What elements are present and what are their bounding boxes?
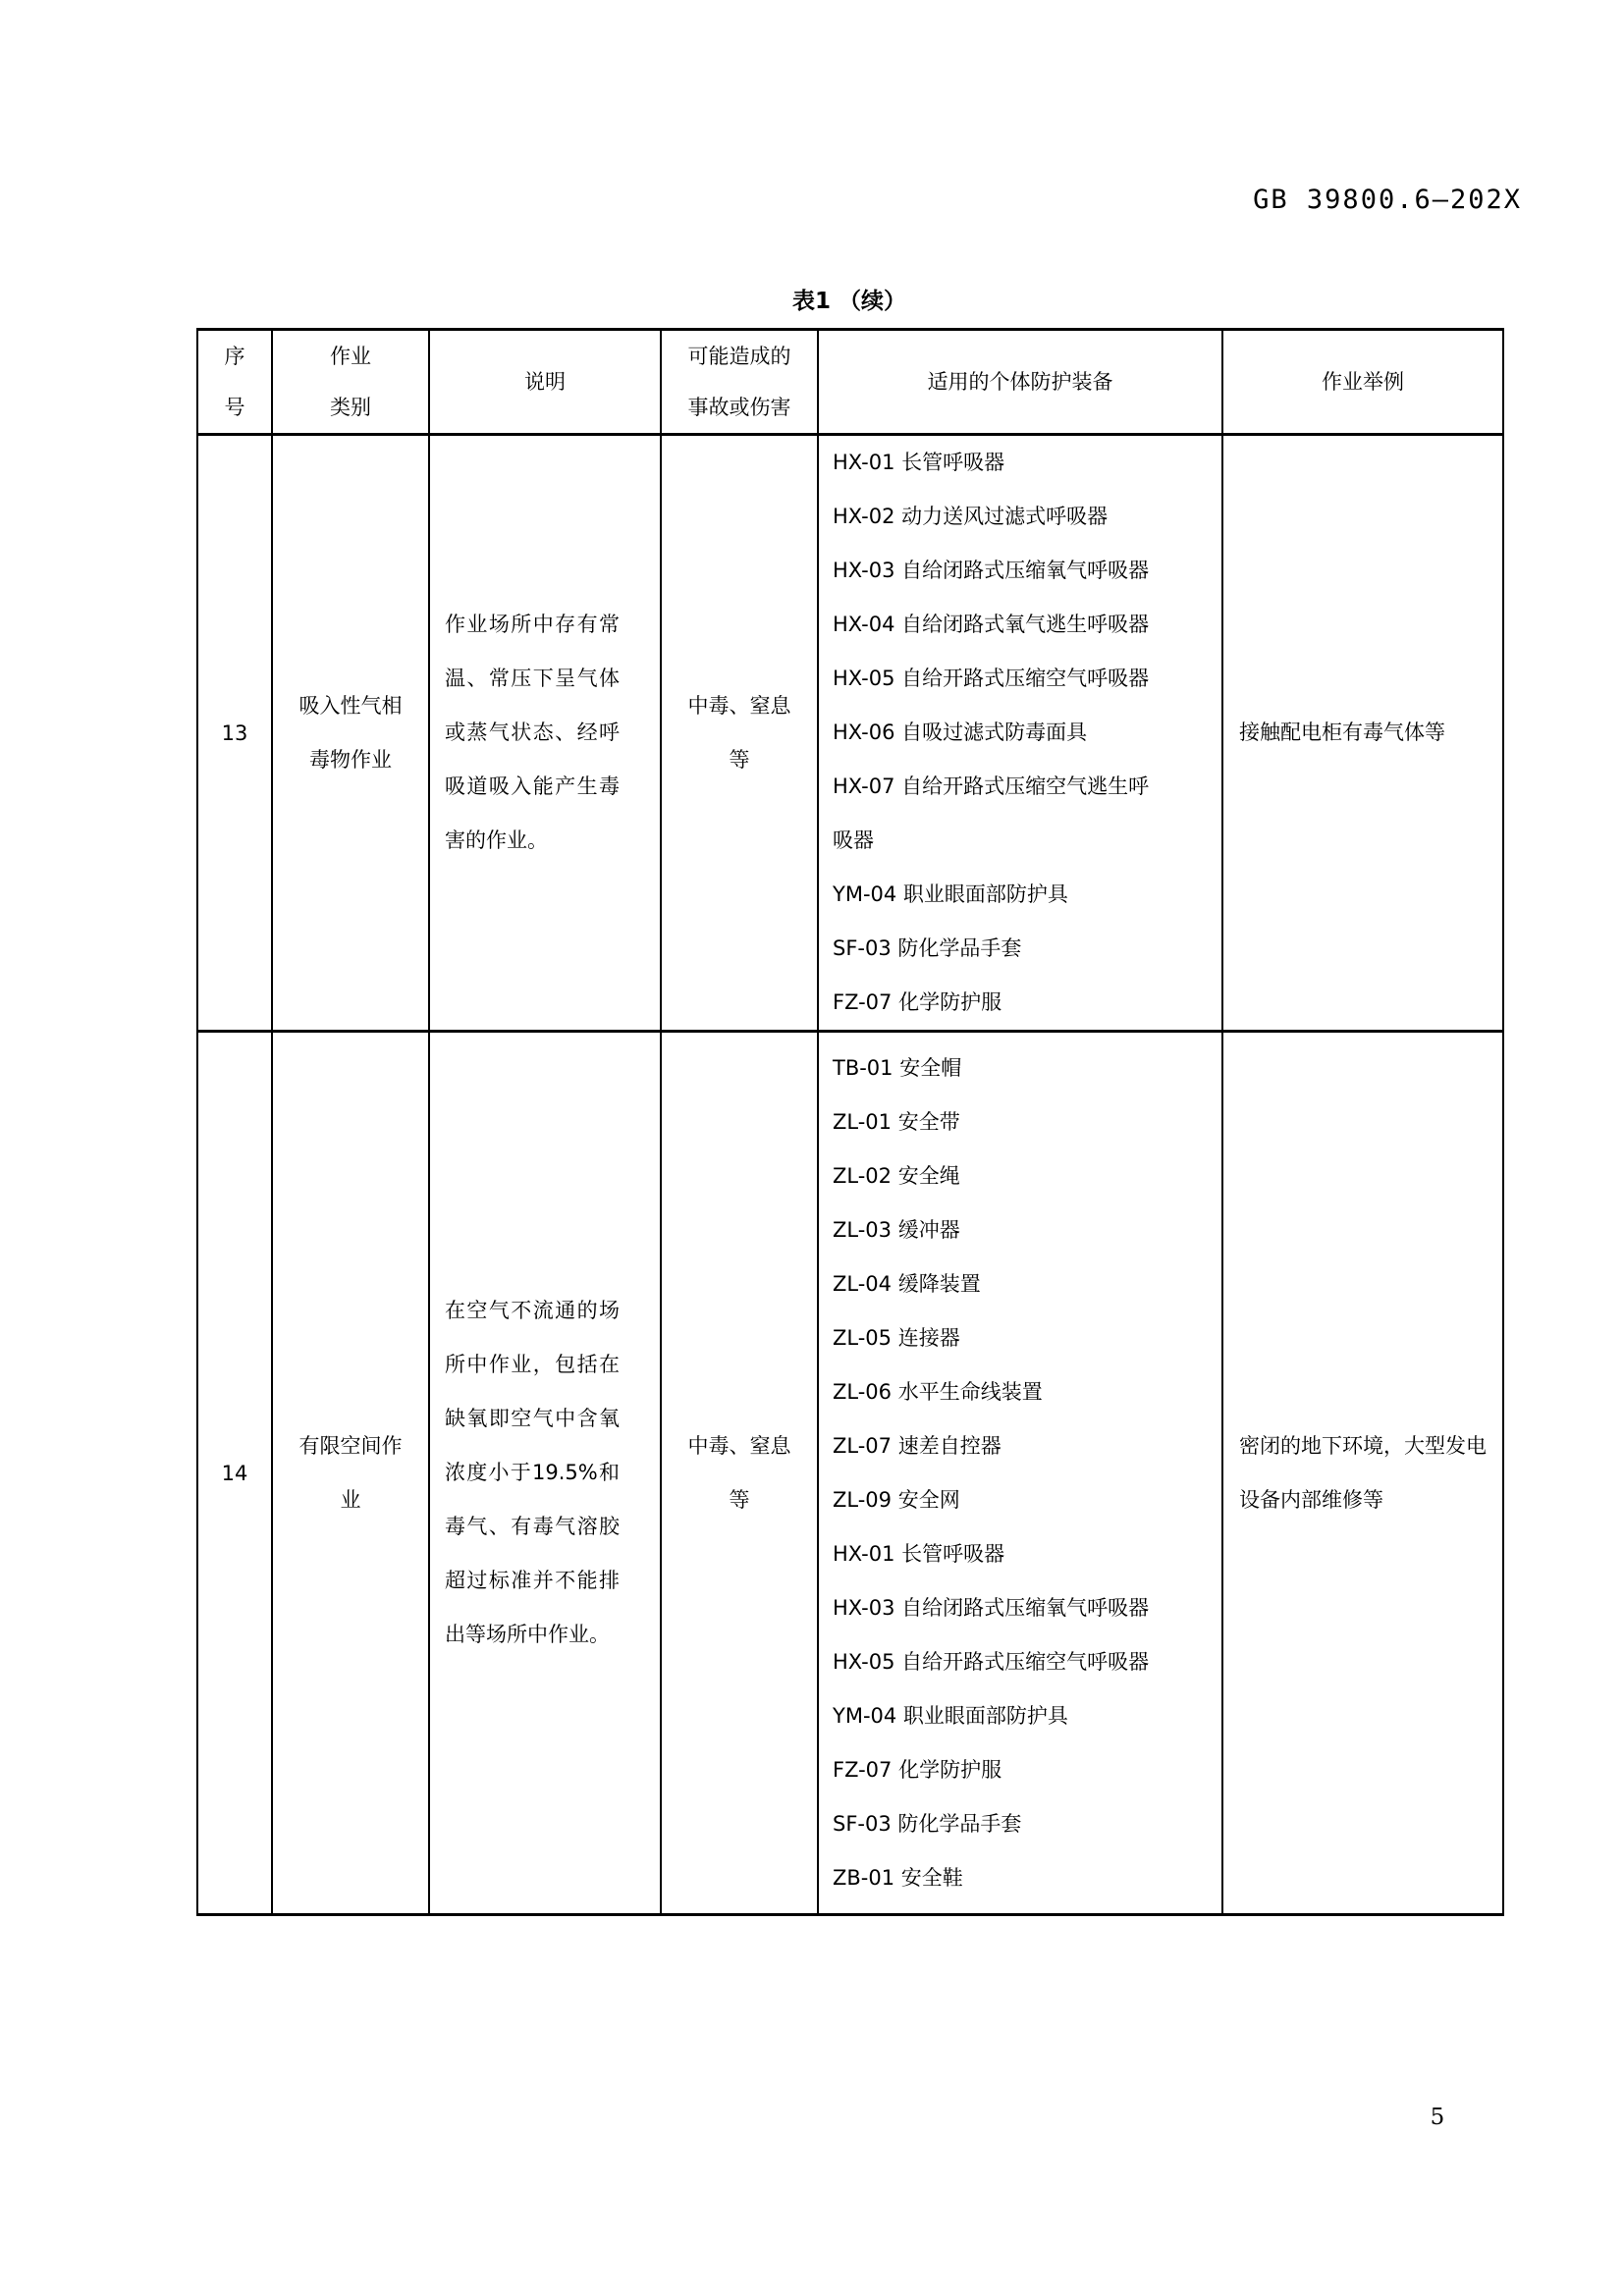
header-hazard-line1: 可能造成的 <box>687 345 791 368</box>
ppe-list-13 <box>833 436 1157 1030</box>
header-category-line1: 作业 <box>330 345 371 368</box>
cell-ppe-13 <box>818 435 1222 1032</box>
ppe-item: ZL-01 安全带 <box>833 1109 960 1134</box>
page-number: 5 <box>1430 2105 1445 2130</box>
ppe-item: ZL-04 缓降装置 <box>833 1271 981 1296</box>
cell-examples-14 <box>1222 1032 1503 1915</box>
continuation-table <box>196 328 1504 1916</box>
header-no-line2: 号 <box>224 396 245 419</box>
cell-no-13: 13 <box>197 435 272 1032</box>
table-title: 表1 （续） <box>791 289 906 314</box>
examples-text-13: 接触配电柜有毒气体等 <box>1239 721 1445 744</box>
header-examples: 作业举例 <box>1222 330 1503 435</box>
ppe-item: HX-03 自给闭路式压缩氧气呼吸器 <box>833 559 1150 582</box>
doc-number: GB 39800.6—202X <box>1253 185 1522 215</box>
ppe-item: FZ-07 化学防护服 <box>833 1757 1002 1782</box>
header-description: 说明 <box>429 330 661 435</box>
cell-description-14 <box>429 1032 661 1915</box>
examples-text-14: 密闭的地下环境，大型发电设备内部维修等 <box>1239 1433 1487 1512</box>
ppe-item: HX-07 自给开路式压缩空气逃生呼吸器 <box>833 774 1150 852</box>
header-hazard <box>661 330 818 435</box>
table-header-row <box>197 330 1503 435</box>
category-text-14: 有限空间作业 <box>298 1433 403 1512</box>
ppe-item: HX-02 动力送风过滤式呼吸器 <box>833 505 1109 528</box>
header-no-line1: 序 <box>224 345 245 368</box>
table-row-14 <box>197 1032 1503 1915</box>
header-category <box>272 330 429 435</box>
header-category-line2: 类别 <box>330 396 371 419</box>
cell-description-13 <box>429 435 661 1032</box>
ppe-item: HX-04 自给闭路式氧气逃生呼吸器 <box>833 613 1150 636</box>
ppe-item: ZB-01 安全鞋 <box>833 1865 963 1890</box>
ppe-item: HX-06 自吸过滤式防毒面具 <box>833 721 1088 744</box>
category-text-13: 吸入性气相毒物作业 <box>298 693 403 772</box>
ppe-item: ZL-05 连接器 <box>833 1325 960 1350</box>
ppe-list-14 <box>833 1041 1157 1905</box>
ppe-item: YM-04 职业眼面部防护具 <box>833 882 1068 906</box>
ppe-item: HX-01 长管呼吸器 <box>833 1541 1005 1566</box>
ppe-item: HX-05 自给开路式压缩空气呼吸器 <box>833 667 1150 690</box>
ppe-item: ZL-07 速差自控器 <box>833 1433 1001 1458</box>
ppe-item: HX-03 自给闭路式压缩氧气呼吸器 <box>833 1595 1150 1620</box>
cell-hazard-13 <box>661 435 818 1032</box>
description-text-14: 在空气不流通的场所中作业，包括在缺氧即空气中含氧浓度小于19.5%和毒气、有毒气溶胶超过标准并不能排出等场所中作业。 <box>445 1299 620 1646</box>
cell-ppe-14 <box>818 1032 1222 1915</box>
ppe-item: SF-03 防化学品手套 <box>833 1811 1022 1836</box>
cell-hazard-14 <box>661 1032 818 1915</box>
ppe-item: FZ-07 化学防护服 <box>833 990 1002 1014</box>
hazard-text-13: 中毒、窒息等 <box>687 693 791 772</box>
cell-category-14 <box>272 1032 429 1915</box>
cell-no-14: 14 <box>197 1032 272 1915</box>
ppe-item: TB-01 安全帽 <box>833 1055 962 1080</box>
ppe-item: HX-05 自给开路式压缩空气呼吸器 <box>833 1649 1150 1674</box>
header-ppe: 适用的个体防护装备 <box>818 330 1222 435</box>
ppe-item: ZL-02 安全绳 <box>833 1163 960 1188</box>
cell-category-13 <box>272 435 429 1032</box>
ppe-item: ZL-03 缓冲器 <box>833 1217 960 1242</box>
ppe-item: YM-04 职业眼面部防护具 <box>833 1703 1068 1728</box>
ppe-item: ZL-06 水平生命线装置 <box>833 1379 1043 1404</box>
ppe-item: ZL-09 安全网 <box>833 1487 960 1512</box>
hazard-text-14: 中毒、窒息等 <box>687 1433 791 1512</box>
description-text-13: 作业场所中存有常温、常压下呈气体或蒸气状态、经呼吸道吸入能产生毒害的作业。 <box>445 613 620 852</box>
header-hazard-line2: 事故或伤害 <box>687 396 791 419</box>
cell-examples-13 <box>1222 435 1503 1032</box>
table-row-13 <box>197 435 1503 1032</box>
ppe-item: SF-03 防化学品手套 <box>833 936 1022 960</box>
header-no <box>197 330 272 435</box>
ppe-item: HX-01 长管呼吸器 <box>833 451 1005 474</box>
